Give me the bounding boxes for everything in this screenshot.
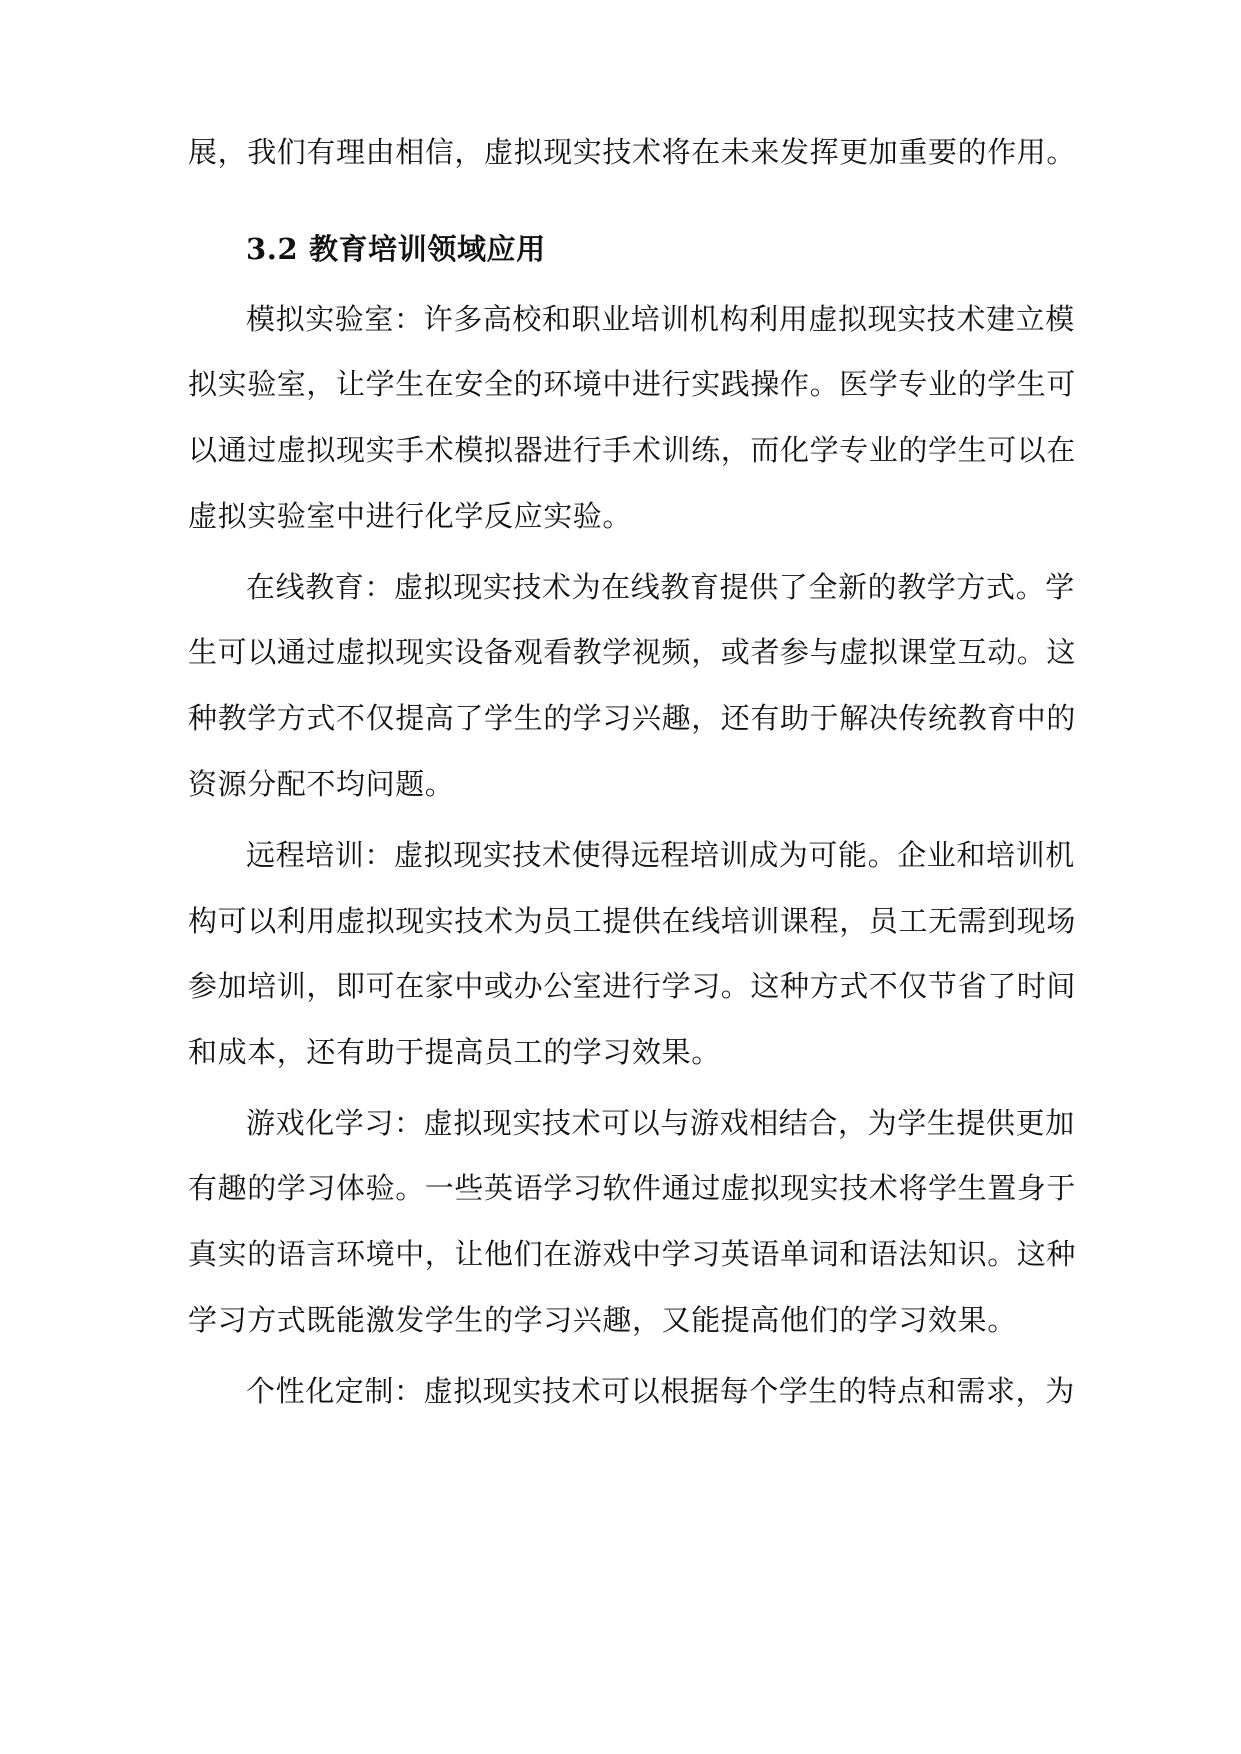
paragraph-line: 在线教育：虚拟现实技术为在线教育提供了全新的教学方式。学 [246,570,1075,604]
paragraph-line: 资源分配不均问题。 [188,767,455,801]
paragraph-line: 个性化定制：虚拟现实技术可以根据每个学生的特点和需求，为 [246,1374,1075,1408]
section-heading: 3.2 教育培训领域应用 [246,232,546,266]
paragraph-line: 和成本，还有助于提高员工的学习效果。 [188,1035,721,1069]
paragraph-line: 虚拟实验室中进行化学反应实验。 [188,499,633,533]
paragraph-line: 拟实验室，让学生在安全的环境中进行实践操作。医学专业的学生可 [188,367,1077,401]
paragraph-line: 种教学方式不仅提高了学生的学习兴趣，还有助于解决传统教育中的 [188,701,1077,735]
paragraph-line: 参加培训，即可在家中或办公室进行学习。这种方式不仅节省了时间 [188,969,1077,1003]
paragraph-line: 模拟实验室：许多高校和职业培训机构利用虚拟现实技术建立模 [246,302,1075,336]
paragraph-line: 游戏化学习：虚拟现实技术可以与游戏相结合，为学生提供更加 [246,1106,1075,1140]
paragraph-line: 以通过虚拟现实手术模拟器进行手术训练，而化学专业的学生可以在 [188,433,1077,467]
paragraph-line: 展，我们有理由相信，虚拟现实技术将在未来发挥更加重要的作用。 [188,135,1077,169]
paragraph-line: 真实的语言环境中，让他们在游戏中学习英语单词和语法知识。这种 [188,1237,1077,1271]
paragraph-line: 构可以利用虚拟现实技术为员工提供在线培训课程，员工无需到现场 [188,904,1077,938]
paragraph-line: 生可以通过虚拟现实设备观看教学视频，或者参与虚拟课堂互动。这 [188,635,1077,669]
paragraph-line: 有趣的学习体验。一些英语学习软件通过虚拟现实技术将学生置身于 [188,1171,1077,1205]
paragraph-line: 学习方式既能激发学生的学习兴趣，又能提高他们的学习效果。 [188,1303,1017,1337]
paragraph-line: 远程培训：虚拟现实技术使得远程培训成为可能。企业和培训机 [246,838,1075,872]
